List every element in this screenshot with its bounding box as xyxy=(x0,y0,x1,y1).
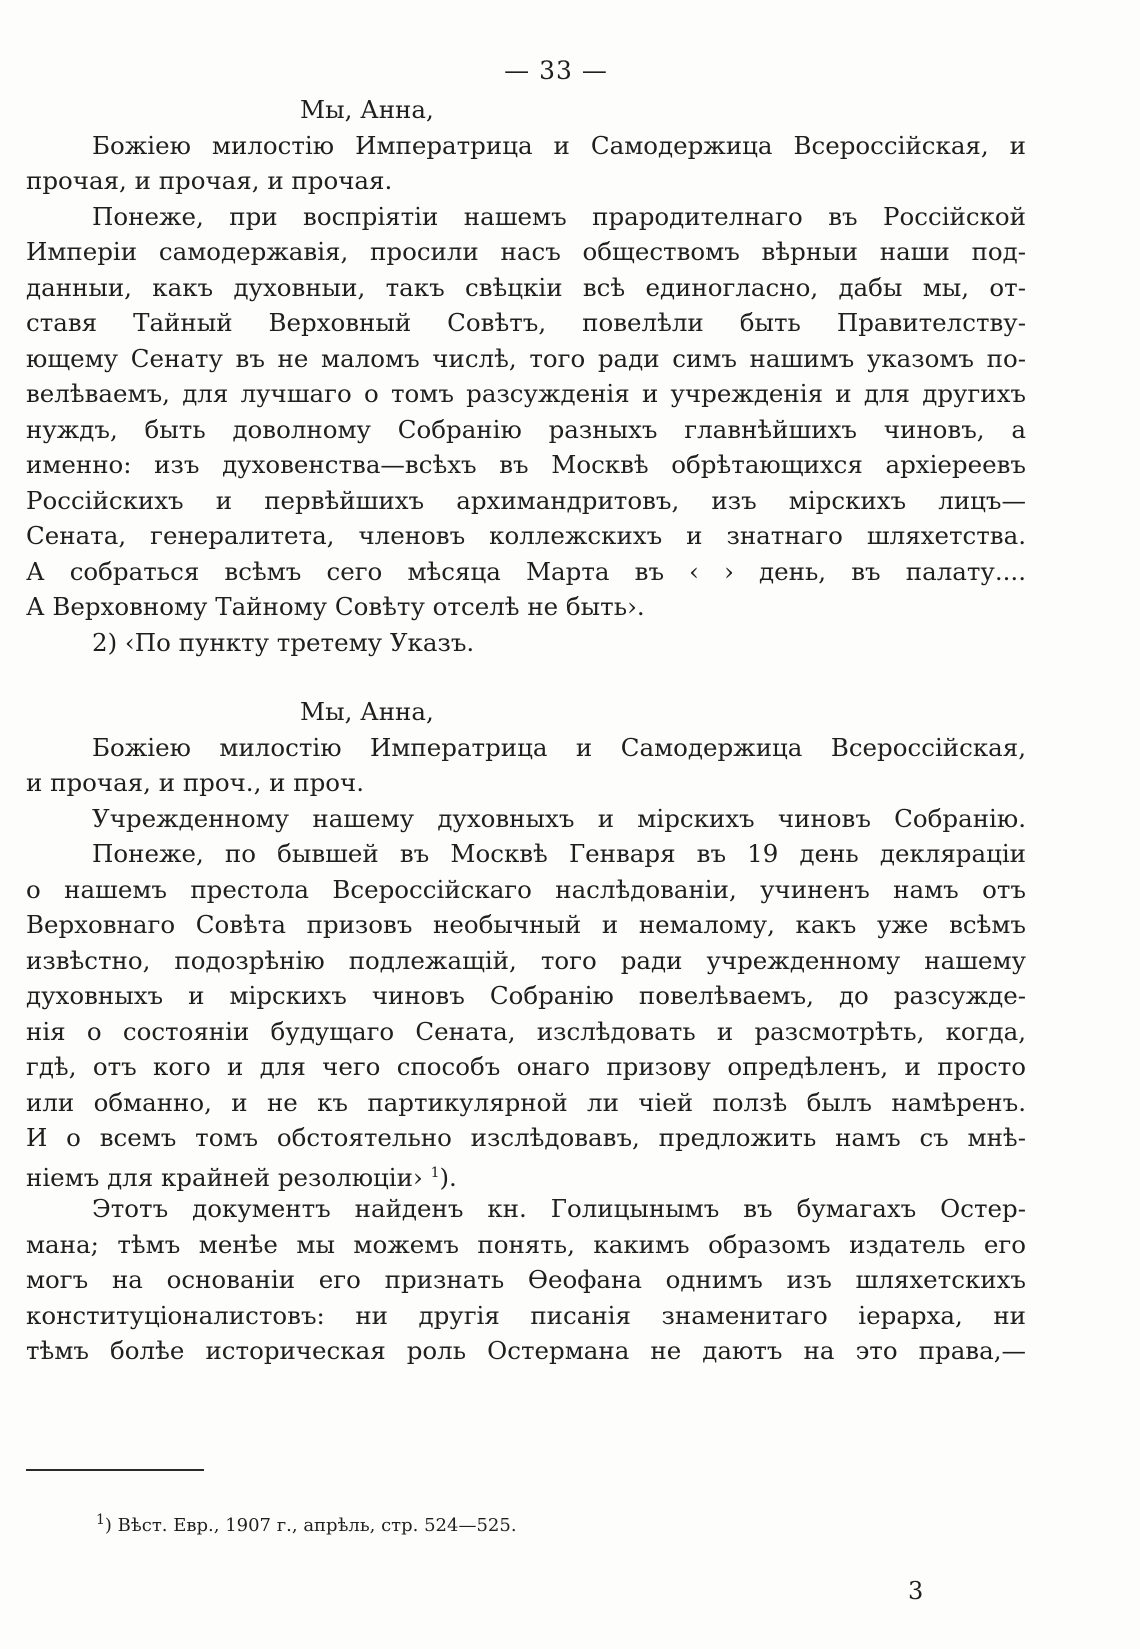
text-line xyxy=(26,92,1026,128)
text-line xyxy=(26,199,1026,235)
text-line xyxy=(26,978,1026,1014)
text-line xyxy=(26,1298,1026,1334)
text-line xyxy=(26,412,1026,448)
text-line xyxy=(26,518,1026,554)
text-line xyxy=(26,589,1026,625)
text-line xyxy=(26,1262,1026,1298)
text-line xyxy=(26,163,1026,199)
text-line-content: И о всемъ томъ обстоятельно изслѣдовавъ, предложить намъ съ мнѣ- xyxy=(26,1123,1026,1152)
text-line xyxy=(26,1085,1026,1121)
text-line xyxy=(26,1156,1026,1192)
text-line xyxy=(26,483,1026,519)
text-line xyxy=(26,1120,1026,1156)
text-line-content: Россiйскихъ и первѣйшихъ архимандритовъ, изъ мiрскихъ лицъ— xyxy=(26,485,1026,515)
text-line xyxy=(26,1333,1026,1369)
text-line-content: Этотъ документъ найденъ кн. Голицынымъ въ бумагахъ Остер- xyxy=(92,1194,1026,1223)
text-line xyxy=(26,1191,1026,1227)
text-line-content: нуждъ, быть доволному Собранiю разныхъ главнѣйшихъ чиновъ, а xyxy=(26,414,1026,444)
text-line-content: 2) ‹По пункту третему Указъ. xyxy=(92,627,475,657)
footnote-text: ) Вѣст. Евр., 1907 г., апрѣль, стр. 524—525. xyxy=(104,1515,517,1536)
text-line-content: и прочая, и проч., и проч. xyxy=(26,768,365,797)
text-line xyxy=(26,765,1026,801)
text-line-tail: ). xyxy=(439,1162,457,1192)
text-line-content: ющему Сенату въ не маломъ числѣ, того ради симъ нашимъ указомъ по- xyxy=(26,343,1026,373)
page-number: — 33 — xyxy=(504,56,608,85)
text-line xyxy=(26,872,1026,908)
text-line-content: А Верховному Тайному Совѣту отселѣ не быть›. xyxy=(26,592,645,621)
text-body xyxy=(26,92,1026,1369)
text-line xyxy=(26,836,1026,872)
page-body xyxy=(26,50,1026,1369)
text-line-content: ставя Тайный Верховный Совѣтъ, повелѣли быть Правителству- xyxy=(26,308,1026,337)
text-line-content: Верховнаго Совѣта призовъ необычный и немалому, какъ уже всѣмъ xyxy=(26,910,1026,939)
text-line xyxy=(26,943,1026,979)
text-line-content: могъ на основанiи его признать Ѳеофана однимъ изъ шляхетскихъ xyxy=(26,1265,1026,1294)
text-line xyxy=(26,694,1026,730)
text-line xyxy=(26,1227,1026,1263)
text-line-content: о нашемъ престола Всероссiйскаго наслѣдованiи, учиненъ намъ отъ xyxy=(26,874,1026,904)
footnote-divider xyxy=(26,1469,204,1471)
text-line xyxy=(26,447,1026,483)
text-line-content: прочая, и прочая, и прочая. xyxy=(26,166,393,195)
text-line-content: данныи, какъ духовныи, такъ свѣцкiи всѣ единогласно, дабы мы, от- xyxy=(26,272,1026,302)
text-line xyxy=(26,341,1026,377)
text-line-content: конституціоналистовъ: ни другiя писанiя знаменитаго iерарха, ни xyxy=(26,1300,1026,1330)
text-line-content: Мы, Анна, xyxy=(300,697,434,726)
text-line-content: Учрежденному нашему духовныхъ и мiрскихъ чиновъ Собранiю. xyxy=(92,803,1026,833)
text-line-content: нiемъ для крайней резолюціи› xyxy=(26,1162,423,1192)
text-line-content: велѣваемъ, для лучшаго о томъ разсужденiя и учрежденiя и для другихъ xyxy=(26,379,1026,408)
text-line xyxy=(26,801,1026,837)
text-line-content: извѣстно, подозрѣнiю подлежащiй, того ради учрежденному нашему xyxy=(26,945,1026,975)
text-line xyxy=(26,1049,1026,1085)
text-line xyxy=(26,730,1026,766)
text-line-content: гдѣ, отъ кого и для чего способъ онаго призову опредѣленъ, и просто xyxy=(26,1052,1026,1081)
signature-mark: 3 xyxy=(908,1577,924,1605)
text-line xyxy=(26,305,1026,341)
text-line-content: Понеже, по бывшей въ Москвѣ Генваря въ 19 день декляраціи xyxy=(92,839,1026,868)
text-line-content: духовныхъ и мiрскихъ чиновъ Собранiю повелѣваемъ, до разсужде- xyxy=(26,981,1026,1010)
text-line-content: именно: изъ духовенства—всѣхъ въ Москвѣ обрѣтающихся архiереевъ xyxy=(26,450,1026,479)
text-line-content: Понеже, при воспрiятiи нашемъ прародителнаго въ Россiйской xyxy=(92,201,1026,231)
text-line xyxy=(26,128,1026,164)
paragraph-gap xyxy=(26,660,1026,694)
text-line xyxy=(26,234,1026,270)
text-line-content: нiя о состоянiи будущаго Сената, изслѣдовать и разсмотрѣть, когда, xyxy=(26,1016,1026,1046)
text-line-content: А собраться всѣмъ сего мѣсяца Марта въ ‹ › день, въ палату.... xyxy=(26,556,1026,586)
footnote xyxy=(96,1508,517,1538)
text-line-content: Сената, генералитета, членовъ коллежскихъ и знатнаго шляхетства. xyxy=(26,521,1026,550)
text-line xyxy=(26,625,1026,661)
footnote-reference: 1 xyxy=(430,1164,440,1181)
text-line-content: Божiею милостiю Императрица и Самодержица Всероссiйская, и xyxy=(92,130,1026,160)
text-line xyxy=(26,270,1026,306)
text-line-content: мана; тѣмъ менѣе мы можемъ понять, какимъ образомъ издатель его xyxy=(26,1229,1026,1259)
text-line-content: Божiею милостiю Императрица и Самодержица Всероссiйская, xyxy=(92,732,1026,762)
text-line-content: или обманно, и не къ партикулярной ли чiей ползѣ былъ намѣренъ. xyxy=(26,1087,1026,1117)
footnote-mark: 1 xyxy=(96,1512,105,1528)
text-line-content: тѣмъ болѣе историческая роль Остермана не даютъ на это права,— xyxy=(26,1336,1026,1365)
text-line xyxy=(26,376,1026,412)
text-line-content: Мы, Анна, xyxy=(300,95,434,124)
text-line xyxy=(26,554,1026,590)
text-line xyxy=(26,1014,1026,1050)
text-line-content: Имперiи самодержавiя, просили насъ обществомъ вѣрныи наши под- xyxy=(26,237,1026,266)
text-line xyxy=(26,907,1026,943)
